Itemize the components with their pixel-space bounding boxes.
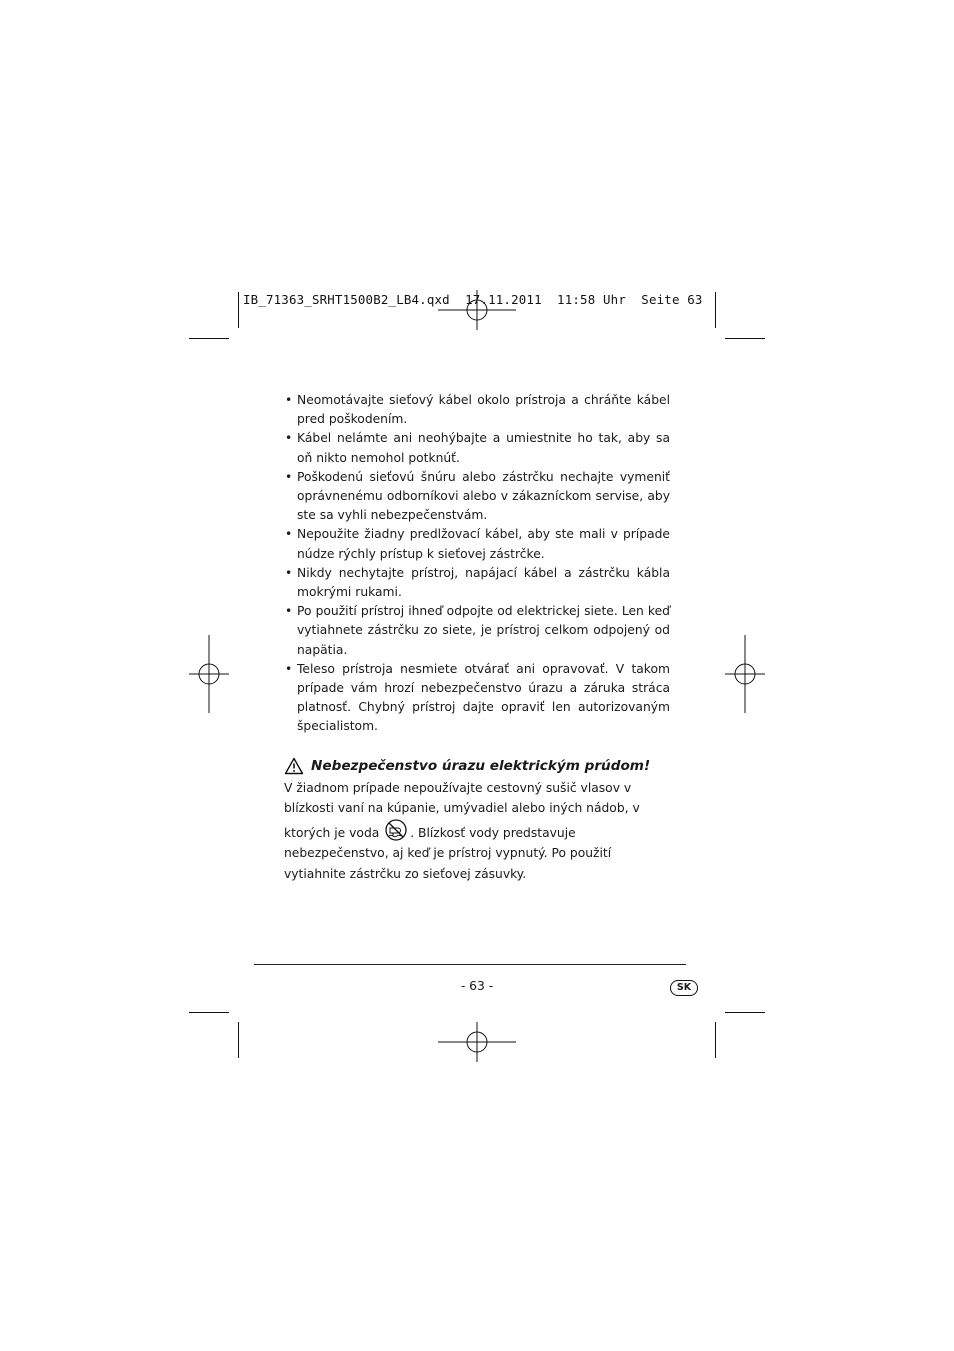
crop-mark <box>725 338 765 339</box>
warning-title: Nebezpečenstvo úrazu elektrickým prúdom! <box>311 757 651 774</box>
bullet-item: • Kábel nelámte ani neohýbajte a umiestnite ho tak, aby sa oň nikto nemohol potknúť. <box>284 429 670 467</box>
registration-mark-icon <box>438 1022 516 1062</box>
safety-instructions <box>284 391 670 885</box>
registration-mark-icon <box>725 635 765 713</box>
crop-mark <box>715 1022 716 1058</box>
bullet-item: • Teleso prístroja nesmiete otvárať ani opravovať. V takom prípade vám hrozí nebezpečenstvo úrazu a záruka stráca platnosť. Chybný prístroj dajte opraviť len autorizovaným špecialistom. <box>284 660 670 737</box>
warning-triangle-icon <box>284 757 304 775</box>
bullet-item: • Poškodenú sieťovú šnúru alebo zástrčku nechajte vymeniť oprávnenému odborníkovi alebo v zákazníckom servise, aby ste sa vyhli nebezpečenstvám. <box>284 468 670 526</box>
warning-text: . Blízkosť vody predstavuje nebezpečenstvo, aj keď je prístroj vypnutý. Po použití vytiahnite zástrčku zo sieťovej zásuvky. <box>284 825 612 882</box>
warning-paragraph <box>284 778 670 885</box>
registration-mark-icon <box>438 290 516 330</box>
footer-divider <box>254 964 686 965</box>
no-hairdryer-near-water-icon <box>383 819 409 841</box>
crop-mark <box>715 292 716 328</box>
registration-mark-icon <box>189 635 229 713</box>
file-slug-line: IB_71363_SRHT1500B2_LB4.qxd 17.11.2011 11:58 Uhr Seite 63 <box>243 292 703 307</box>
bullet-item: • Nikdy nechytajte prístroj, napájací kábel a zástrčku kábla mokrými rukami. <box>284 564 670 602</box>
crop-mark <box>238 1022 239 1058</box>
crop-mark <box>189 1012 229 1013</box>
bullet-item: • Neomotávajte sieťový kábel okolo prístroja a chráňte kábel pred poškodením. <box>284 391 670 429</box>
bullet-item: • Nepoužite žiadny predlžovací kábel, aby ste mali v prípade núdze rýchly prístup k sieťovej zástrčke. <box>284 525 670 563</box>
warning-text: V žiadnom prípade nepoužívajte cestovný sušič vlasov v blízkosti vaní na kúpanie, umývadiel alebo iných nádob, v ktorých je voda <box>284 780 640 840</box>
bullet-item: • Po použití prístroj ihneď odpojte od elektrickej siete. Len keď vytiahnete zástrčku zo siete, je prístroj celkom odpojený od napätia. <box>284 602 670 660</box>
crop-mark <box>238 292 239 328</box>
crop-mark <box>189 338 229 339</box>
warning-heading <box>284 756 670 776</box>
safety-bullet-list <box>284 391 670 737</box>
crop-mark <box>725 1012 765 1013</box>
language-badge: SK <box>670 980 698 996</box>
page-number: - 63 - <box>460 979 494 993</box>
